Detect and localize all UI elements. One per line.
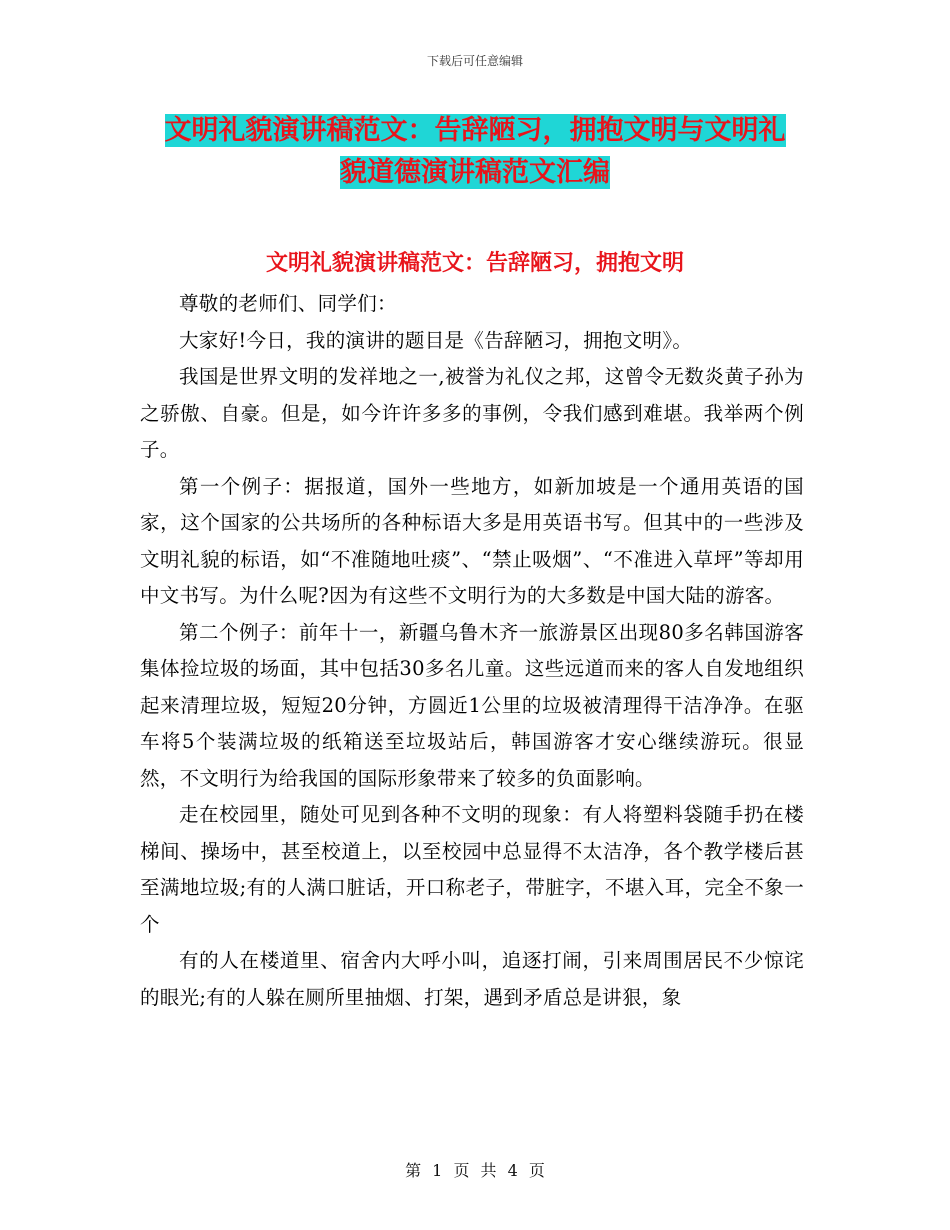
body-text — [140, 286, 804, 1016]
title-line-2: 貌道德演讲稿范文汇编 — [340, 157, 610, 188]
paragraph-salutation: 尊敬的老师们、同学们： — [179, 292, 397, 315]
header-note: 下载后可任意编辑 — [426, 54, 523, 68]
paragraph-intro: 我国是世界文明的发祥地之一,被誉为礼仪之邦，这曾令无数炎黄子孙为之骄傲、自豪。但是，如今许许多多的事例，令我们感到难堪。我举两个例子。 — [140, 365, 804, 461]
paragraph-example-2: 第二个例子：前年十一，新疆乌鲁木齐一旅游景区出现80多名韩国游客集体捡垃圾的场面，其中包括30多名儿童。这些远道而来的客人自发地组织起来清理垃圾，短短20分钟，方圆近1公里的垃圾被清理得干洁净净。在驱车将5个装满垃圾的纸箱送至垃圾站后，韩国游客才安心继续游玩。很显然，不文明行为给我国的国际形象带来了较多的负面影响。 — [140, 620, 804, 790]
document-title — [140, 110, 810, 194]
paragraph-behavior: 有的人在楼道里、宿舍内大呼小叫，追逐打闹，引来周围居民不少惊诧的眼光;有的人躲在厕所里抽烟、打架，遇到矛盾总是讲狠，象 — [140, 949, 804, 1009]
paragraph-campus: 走在校园里，随处可见到各种不文明的现象：有人将塑料袋随手扔在楼梯间、操场中，甚至校道上，以至校园中总显得不太洁净，各个教学楼后甚至满地垃圾;有的人满口脏话，开口称老子，带脏字，不堪入耳，完全不象一个 — [140, 803, 804, 936]
paragraph-example-1: 第一个例子：据报道，国外一些地方，如新加坡是一个通用英语的国家，这个国家的公共场所的各种标语大多是用英语书写。但其中的一些涉及文明礼貌的标语，如“不准随地吐痰”、“禁止吸烟”、“不准进入草坪”等却用中文书写。为什么呢?因为有这些不文明行为的大多数是中国大陆的游客。 — [140, 474, 804, 607]
title-line-1: 文明礼貌演讲稿范文：告辞陋习，拥抱文明与文明礼 — [164, 115, 786, 146]
page-footer: 第 1 页 共 4 页 — [405, 1161, 545, 1180]
section-title: 文明礼貌演讲稿范文：告辞陋习，拥抱文明 — [265, 250, 684, 276]
paragraph-greeting: 大家好!今日，我的演讲的题目是《告辞陋习，拥抱文明》。 — [179, 328, 693, 352]
